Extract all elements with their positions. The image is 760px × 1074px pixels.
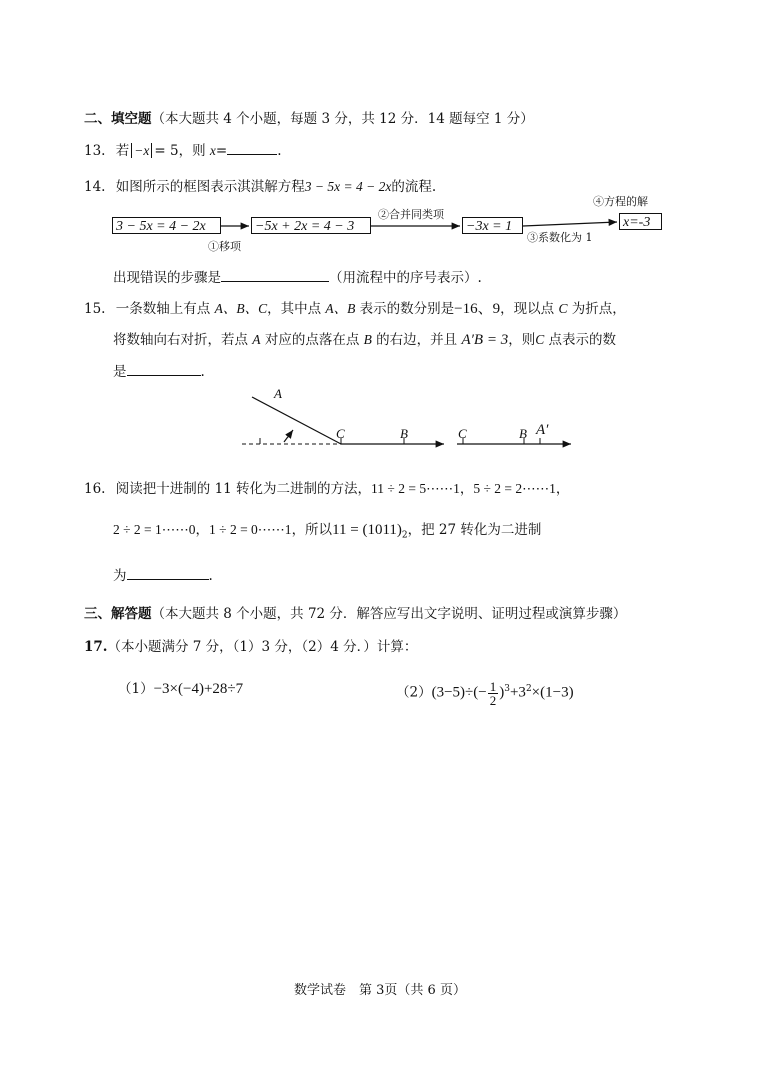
point-b: B: [363, 332, 372, 347]
label-a-prime: A′: [536, 422, 549, 438]
q15-text: ，其中点: [267, 301, 326, 317]
variable-x: x: [209, 143, 216, 158]
question-number: 15.: [84, 301, 106, 317]
q15-text: 为折点，: [567, 301, 626, 317]
label-b: B: [400, 426, 408, 441]
label-c: C: [336, 426, 345, 441]
base-subscript: 2: [401, 530, 408, 541]
period: .: [277, 143, 282, 159]
question-16-line-3: 为 .: [113, 568, 213, 584]
flow-box-1: 3 − 5x = 4 − 2x: [112, 217, 221, 234]
q14-answer-note: （用流程中的序号表示）.: [329, 270, 482, 286]
section-3-title: 三、解答题: [84, 606, 152, 622]
expression-2-end: ×(1−3): [531, 684, 574, 701]
denominator: 2: [489, 692, 497, 708]
division-2: 5 ÷ 2 = 2⋯⋯1: [473, 481, 556, 496]
question-number: 17.: [84, 639, 108, 655]
flow-box-2: −5x + 2x = 4 − 3: [251, 217, 371, 234]
q15-text: 表示的数分别是: [355, 301, 455, 317]
question-number: 16.: [84, 481, 106, 497]
q14-answer-text: 出现错误的步骤是: [113, 270, 221, 286]
separator: ，: [459, 481, 474, 497]
division-3: 2 ÷ 2 = 1⋯⋯0: [113, 522, 196, 537]
q16-text: 为: [113, 568, 127, 584]
question-16-line-1: [84, 480, 569, 498]
section-2-title: 二、填空题: [84, 111, 152, 127]
q14-text: 如图所示的框图表示淇淇解方程: [115, 179, 305, 195]
section-2-note: （本大题共 4 个小题，每题 3 分，共 12 分．14 题每空 1 分）: [151, 111, 534, 127]
flow-box-4: x=-3: [619, 213, 662, 230]
step-3-label: ③系数化为 1: [527, 231, 593, 244]
division-4: 1 ÷ 2 = 0⋯⋯1: [209, 522, 292, 537]
expression-2-start: (3−5)÷(−: [431, 684, 487, 701]
part-label: （2）: [396, 684, 432, 701]
paren-close: ): [499, 684, 505, 701]
abs-expression: −x: [131, 143, 152, 158]
folded-segment: [252, 397, 341, 444]
points-ab: A、B: [325, 301, 356, 316]
values: −16、9: [454, 301, 501, 317]
exponent: 2: [525, 684, 532, 694]
label-b2: B: [519, 426, 527, 441]
plus-three: +3: [509, 684, 526, 701]
q16-text: ，把 27 转化为二进制: [407, 522, 542, 538]
q15-text: 对应的点落在点: [260, 332, 364, 348]
points-abc: A、B、C: [214, 301, 268, 316]
step-4-label: ④方程的解: [593, 195, 648, 208]
question-17: [84, 638, 417, 656]
point-a: A: [252, 332, 261, 347]
separator: ，: [195, 522, 210, 538]
binary-result: 11 = (1011): [332, 522, 402, 538]
flow-box-3: −3x = 1: [462, 217, 523, 234]
q15-text: ，则: [508, 332, 536, 348]
q13-text: 若: [115, 143, 130, 159]
point-c: C: [558, 301, 568, 316]
section-3-note: （本大题共 8 个小题，共 72 分．解答应写出文字说明、证明过程或演算步骤）: [151, 606, 627, 622]
step-2-label: ②合并同类项: [378, 208, 444, 221]
q17-part-2: [396, 670, 574, 712]
section-3-header: [84, 605, 626, 623]
q15-text: 一条数轴上有点: [115, 301, 215, 317]
q15-text: ，现以点: [500, 301, 559, 317]
expression-1: −3×(−4)+28÷7: [153, 681, 244, 697]
q15-text: 是: [113, 364, 127, 380]
q17-part-1: [118, 680, 243, 698]
exponent: 3: [504, 684, 510, 694]
equals-sign: =: [215, 143, 228, 159]
question-16-line-2: [113, 521, 541, 545]
division-1: 11 ÷ 2 = 5⋯⋯1: [371, 481, 460, 496]
q15-text: 的右边，并且: [371, 332, 462, 348]
q14-text-end: 的流程.: [391, 179, 437, 195]
numerator: 1: [489, 678, 497, 694]
number-line-figure: [0, 0, 760, 460]
q15-text: 将数轴向右对折，若点: [113, 332, 253, 348]
separator: ，: [555, 481, 570, 497]
label-a: A: [274, 386, 282, 401]
q14-equation: 3 − 5x = 4 − 2x: [304, 179, 392, 194]
question-15-line-3: 是 .: [113, 364, 205, 380]
answer-blank[interactable]: [127, 566, 209, 580]
q16-text: ，所以: [291, 522, 333, 538]
point-c: C: [535, 332, 545, 347]
fold-arrow: [284, 430, 293, 442]
q16-text: 阅读把十进制的 11 转化为二进制的方法，: [115, 481, 372, 497]
condition: A′B = 3: [461, 332, 509, 348]
question-number: 13.: [84, 143, 106, 159]
q17-text: （本小题满分 7 分，（1）3 分，（2）4 分．）计算：: [107, 639, 418, 655]
step-1-label: ①移项: [208, 240, 241, 253]
fraction-one-half: [488, 680, 499, 707]
q15-text: 点表示的数: [544, 332, 617, 348]
q13-text-2: = 5，则: [154, 143, 206, 159]
part-label: （1）: [118, 681, 154, 697]
question-number: 14.: [84, 179, 106, 195]
label-c2: C: [458, 426, 467, 441]
page-footer: 数学试卷 第 3页（共 6 页）: [294, 983, 466, 998]
